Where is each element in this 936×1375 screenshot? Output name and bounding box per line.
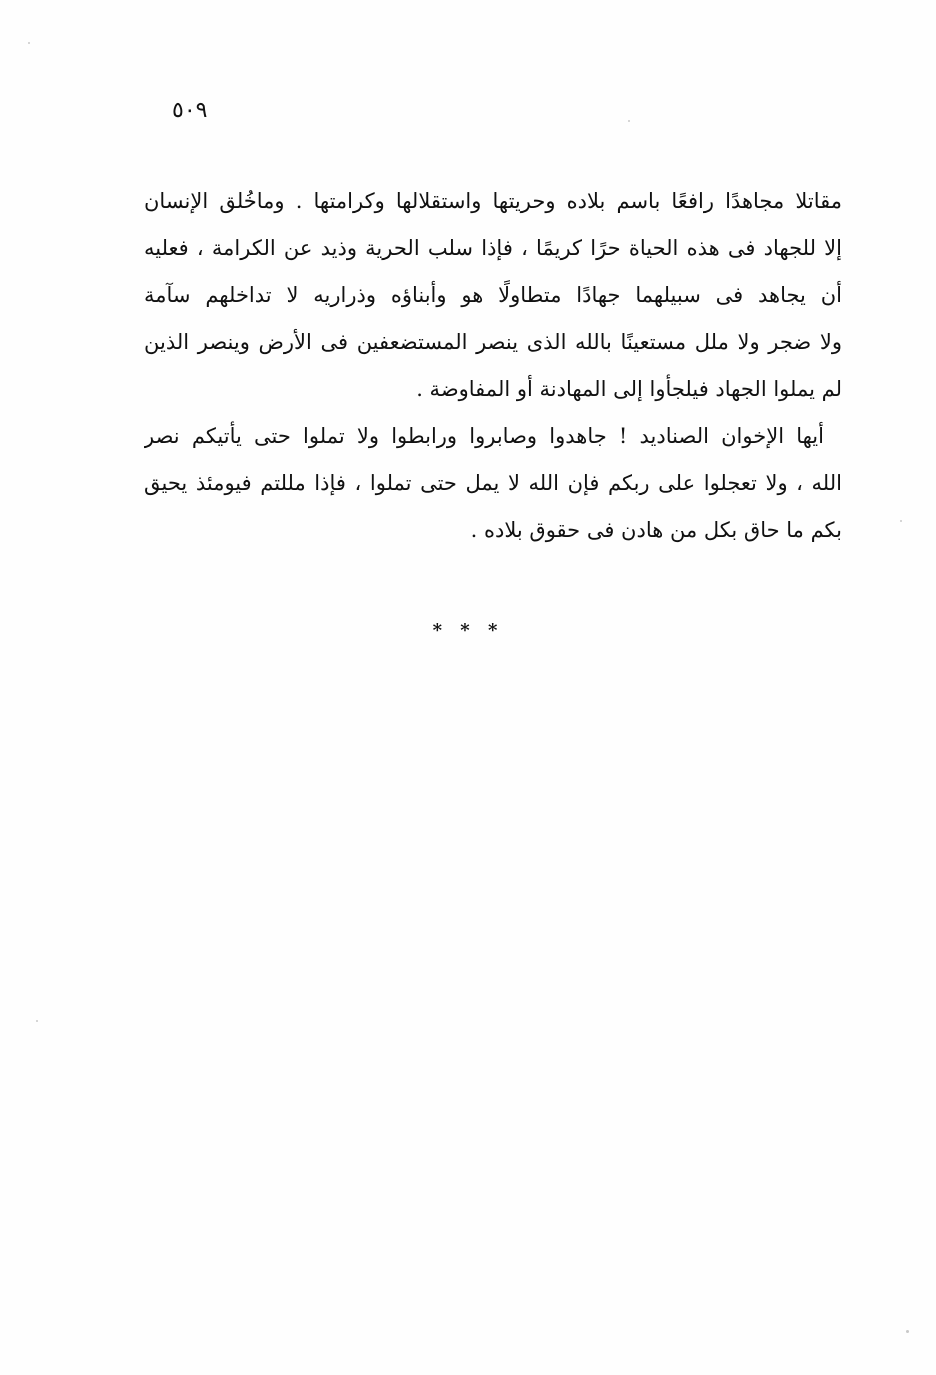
text-line: لم يملوا الجهاد فيلجأوا إلى المهادنة أو المفاوضة . [416, 377, 842, 401]
page-number: ٥٠٩ [172, 98, 208, 123]
text-line: بكم ما حاق بكل من هادن فى حقوق بلاده . [470, 518, 842, 542]
paragraph-2 [144, 413, 842, 554]
text-line: أيها الإخوان الصناديد ! جاهدوا وصابروا ورابطوا ولا تملوا حتى يأتيكم نصر [144, 424, 824, 448]
section-separator: * * * [432, 620, 504, 641]
scan-speck [628, 120, 630, 122]
text-line: ولا ضجر ولا ملل مستعينًا بالله الذى ينصر المستضعفين فى الأرض وينصر الذين [144, 330, 842, 354]
scan-speck [900, 520, 902, 522]
paragraph-1 [144, 178, 842, 413]
body-text [144, 178, 842, 554]
text-line: مقاتلا مجاهدًا رافعًا باسم بلاده وحريتها واستقلالها وكرامتها . وماخُلق الإنسان [144, 189, 842, 213]
text-line: الله ، ولا تعجلوا على ربكم فإن الله لا يمل حتى تملوا ، فإذا مللتم فيومئذ يحيق [144, 471, 842, 495]
text-line: أن يجاهد فى سبيلهما جهادًا متطاولًا هو وأبناؤه وذراريه لا تداخلهم سآمة [144, 283, 842, 307]
scan-speck [36, 1020, 38, 1022]
text-line: إلا للجهاد فى هذه الحياة حرًا كريمًا ، فإذا سلب الحرية وذيد عن الكرامة ، فعليه [144, 236, 842, 260]
scan-speck [28, 42, 30, 44]
scan-speck [906, 1330, 909, 1333]
